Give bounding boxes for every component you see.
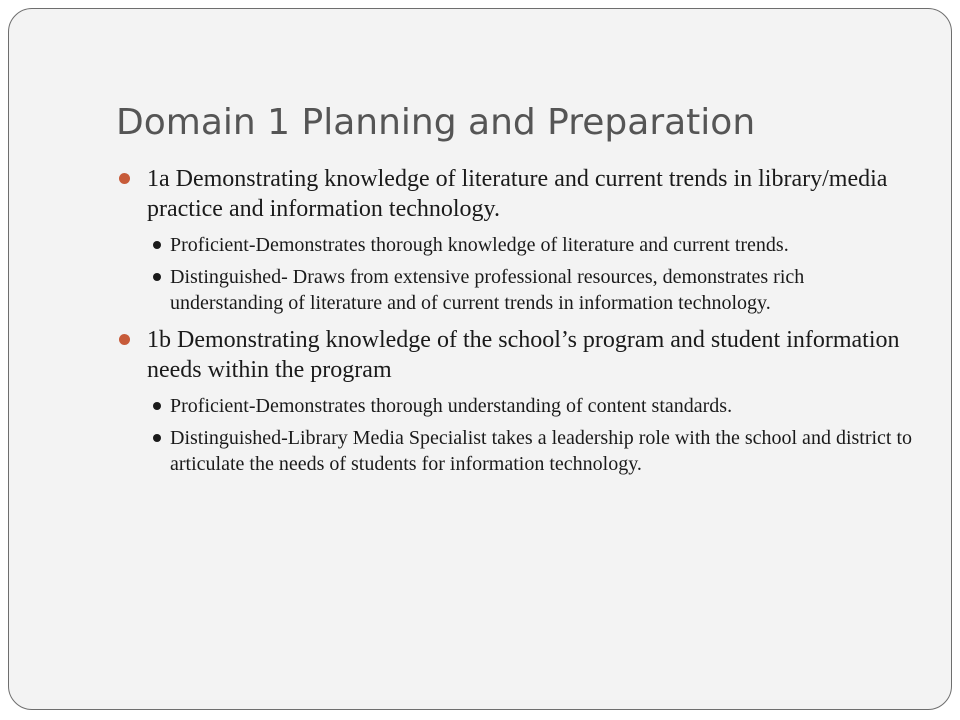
sub-bullet-item-distinguished — [143, 425, 916, 477]
bullet-text: 1a Demonstrating knowledge of literature and current trends in library/media practice and information technology. — [147, 166, 888, 222]
sub-bullet-item-distinguished — [143, 264, 916, 316]
sub-bullet-text: Distinguished-Library Media Specialist takes a leadership role with the school and district to articulate the needs of students for information technology. — [170, 427, 913, 475]
sub-bullet-icon — [153, 434, 161, 442]
sub-bullet-list — [143, 393, 916, 477]
sub-bullet-text: Proficient-Demonstrates thorough understanding of content standards. — [170, 395, 733, 417]
bullet-icon — [119, 334, 130, 345]
bullet-icon — [119, 173, 130, 184]
sub-bullet-icon — [153, 273, 161, 281]
bullet-item-1b — [116, 325, 916, 477]
slide-title: Domain 1 Planning and Preparation — [116, 102, 756, 143]
sub-bullet-icon — [153, 241, 161, 249]
slide-body — [116, 164, 916, 477]
bullet-text: 1b Demonstrating knowledge of the school’s program and student information needs within the program — [147, 327, 900, 383]
bullet-list — [116, 164, 916, 477]
sub-bullet-item-proficient — [143, 393, 916, 419]
sub-bullet-text: Distinguished- Draws from extensive professional resources, demonstrates rich understanding of literature and of current trends in information technology. — [170, 266, 805, 314]
sub-bullet-text: Proficient-Demonstrates thorough knowledge of literature and current trends. — [170, 234, 789, 256]
bullet-item-1a — [116, 164, 916, 316]
slide — [8, 8, 952, 710]
sub-bullet-list — [143, 232, 916, 316]
sub-bullet-icon — [153, 402, 161, 410]
sub-bullet-item-proficient — [143, 232, 916, 258]
